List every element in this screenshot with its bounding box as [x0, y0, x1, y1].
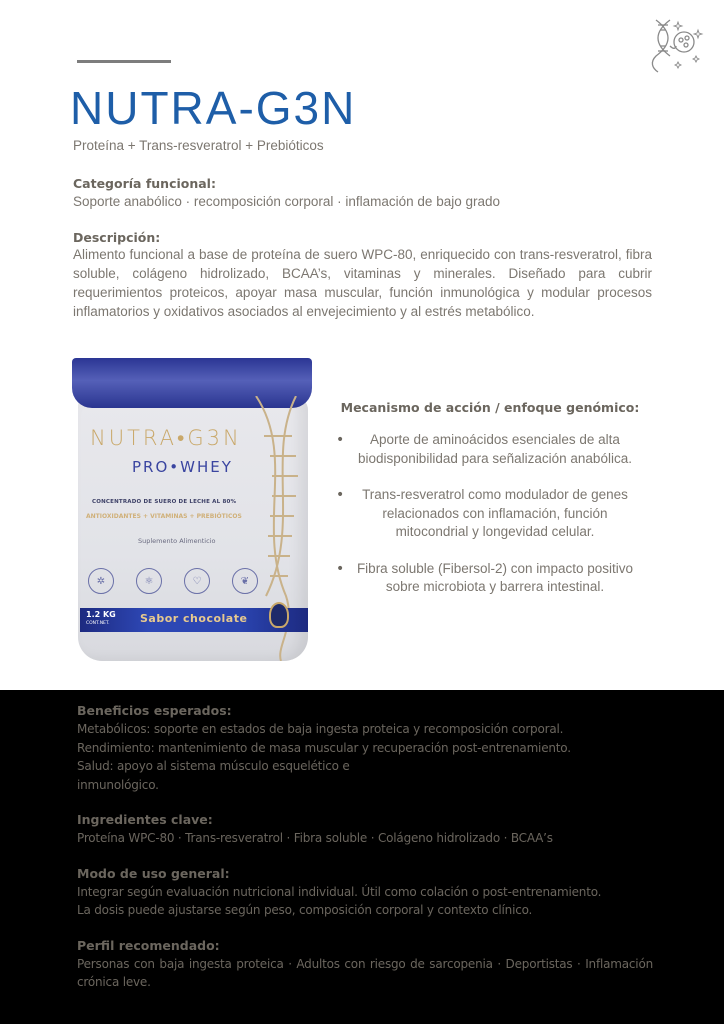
ingredientes-text: Proteína WPC-80 · Trans-resveratrol · Fibra soluble · Colágeno hidrolizado · BCAA’s	[77, 831, 553, 845]
beneficios-line: Salud: apoyo al sistema músculo esquelético e	[77, 759, 350, 773]
descripcion-section	[73, 230, 652, 321]
beneficios-line: inmunológico.	[77, 777, 159, 792]
perfil-label: Perfil recomendado:	[77, 937, 220, 953]
list-item	[330, 431, 670, 468]
categoria-section	[73, 176, 653, 211]
beneficios-label: Beneficios esperados:	[77, 703, 232, 718]
list-item-text: Aporte de aminoácidos esenciales de alta biodisponibilidad para señalización anabólica.	[358, 432, 632, 466]
bullet-icon: •	[336, 560, 345, 577]
modo-uso-dosis: La dosis puede ajustarse según peso, composición corporal y contexto clínico.	[77, 903, 533, 917]
beneficios-line: Rendimiento: mantenimiento de masa muscular y recuperación post-entrenamiento.	[77, 740, 571, 755]
leaf-badge-icon: ❦	[232, 568, 258, 594]
dna-molecule-icon	[648, 16, 704, 74]
bag-weight	[86, 610, 116, 628]
modo-uso-text: Integrar según evaluación nutricional individual. Útil como colación o post-entrenamiento.	[77, 884, 602, 899]
bag-line: PRO•WHEY	[132, 458, 233, 476]
list-item-text: Trans-resveratrol como modulador de genes relacionados con inflamación, función mitocondrial y longevidad celular.	[362, 487, 628, 539]
mecanismo-title: Mecanismo de acción / enfoque genómico:	[340, 400, 640, 415]
product-subtitle: Proteína + Trans-resveratrol + Prebióticos	[73, 138, 324, 153]
quality-seal-icon	[269, 602, 289, 628]
details-panel	[0, 690, 724, 1024]
categoria-label: Categoría funcional:	[73, 176, 216, 191]
ingredientes-label: Ingredientes clave:	[77, 812, 213, 827]
descripcion-label: Descripción:	[73, 230, 161, 245]
mecanismo-list	[330, 431, 670, 597]
list-item	[330, 486, 670, 542]
perfil-text: Personas con baja ingesta proteica · Adultos con riesgo de sarcopenia · Deportistas · Inflamación crónica leve.	[77, 956, 653, 989]
bullet-icon: •	[336, 432, 345, 448]
bag-flavor: Sabor chocolate	[140, 612, 248, 625]
bag-type: Suplemento Alimenticio	[138, 537, 216, 545]
modo-uso-label: Modo de uso general:	[77, 865, 230, 881]
bag-brand: NUTRA•G3N	[90, 426, 242, 450]
bag-badges	[88, 568, 258, 594]
atom-badge-icon: ⚛	[136, 568, 162, 594]
list-item-text: Fibra soluble (Fibersol-2) con impacto positivo sobre microbiota y barrera intestinal.	[356, 560, 634, 594]
badge-icon: ✲	[88, 568, 114, 594]
weight-label: CONT.NET.	[86, 621, 110, 626]
header-divider	[77, 60, 171, 63]
categoria-text: Soporte anabólico · recomposición corporal · inflamación de bajo grado	[73, 194, 500, 209]
descripcion-text: Alimento funcional a base de proteína de suero WPC-80, enriquecido con trans-resveratrol, fibra soluble, colágeno hidrolizado, BCAA’s, vitaminas y minerales. Diseñado para cubrir requerimientos proteicos, apoyar masa muscular, función inmunológica y modular procesos inflamatorios y oxidativos asociados al envejecimiento y al estrés metabólico.	[73, 247, 652, 319]
weight-value: 1.2 KG	[86, 610, 116, 619]
bag-concentrate: CONCENTRADO DE SUERO DE LECHE AL 80%	[92, 499, 237, 505]
beneficios-line: Metabólicos: soporte en estados de baja ingesta proteica y recomposición corporal.	[77, 722, 564, 736]
mecanismo-section	[330, 400, 670, 615]
product-image	[72, 356, 312, 666]
product-title: NUTRA-G3N	[70, 82, 357, 134]
bullet-icon: •	[336, 487, 345, 503]
heart-badge-icon: ♡	[184, 568, 210, 594]
bag-features: ANTIOXIDANTES + VITAMINAS + PREBIÓTICOS	[86, 513, 242, 520]
list-item	[330, 560, 670, 597]
